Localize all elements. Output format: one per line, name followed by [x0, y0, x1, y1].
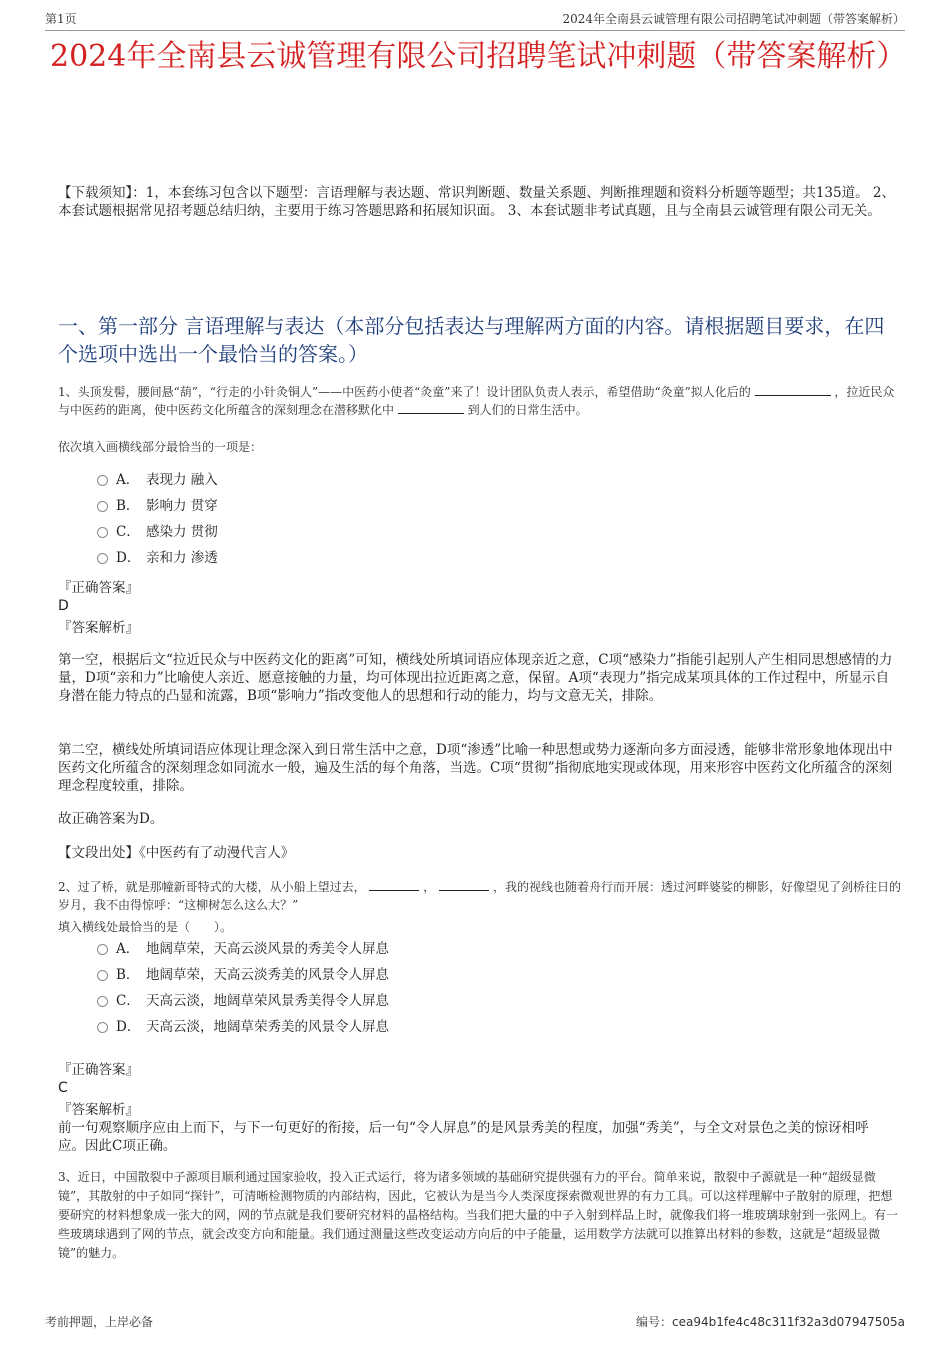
- option-a[interactable]: A． 表现力 融入: [97, 467, 218, 493]
- correct-answer-label: 『正确答案』: [58, 580, 139, 596]
- option-d[interactable]: D． 天高云淡，地阔草荣秀美的风景令人屏息: [97, 1014, 389, 1040]
- radio-icon[interactable]: [97, 996, 108, 1007]
- analysis-label: 『答案解析』: [58, 1102, 139, 1118]
- header-doc-title: 2024年全南县云诚管理有限公司招聘笔试冲刺题（带答案解析）: [562, 12, 905, 26]
- download-notice: 【下载须知】：1，本套练习包含以下题型：言语理解与表达题、常识判断题、数量关系题、判断推理题和资料分析题等题型；共135道。 2、本套试题根据常见招考题总结归纳，主要用于练习答题思路和拓展知识面。 3、本套试题非考试真题，且与全南县云诚管理有限公司无关。: [58, 185, 895, 219]
- answer-blank: [439, 878, 489, 891]
- section-heading: 一、第一部分 言语理解与表达（本部分包括表达与理解两方面的内容。请根据题目要求，在四个选项中选出一个最恰当的答案。）: [58, 314, 885, 366]
- radio-icon[interactable]: [97, 553, 108, 564]
- question-1-text-a: 1、头顶发髻，腰间悬“葫”，“行走的小针灸铜人”——中医药小使者“灸童”来了！设计团队负责人表示，希望借助“灸童”拟人化后的: [58, 385, 751, 399]
- passage-source: 【文段出处】《中医药有了动漫代言人》: [58, 845, 295, 861]
- option-b[interactable]: B． 地阔草荣，天高云淡秀美的风景令人屏息: [97, 962, 389, 988]
- answer-blank: [755, 383, 831, 396]
- footer-code: 编号：cea94b1fe4c48c311f32a3d07947505a: [635, 1315, 905, 1329]
- option-d[interactable]: D． 亲和力 渗透: [97, 545, 218, 571]
- question-1-options: [97, 467, 218, 571]
- radio-icon[interactable]: [97, 1022, 108, 1033]
- footer-slogan: 考前押题，上岸必备: [45, 1315, 154, 1329]
- question-2-prompt: 填入横线处最恰当的是（ ）。: [58, 920, 233, 934]
- answer-blank: [398, 401, 464, 414]
- radio-icon[interactable]: [97, 944, 108, 955]
- header-divider: [45, 30, 905, 31]
- radio-icon[interactable]: [97, 970, 108, 981]
- question-1-text-b: ，拉近民众与中医药的距离，使中医药文化所蕴含的深刻理念在潜移默化中: [58, 385, 895, 417]
- question-1-prompt: 依次填入画横线部分最恰当的一项是：: [58, 440, 263, 454]
- option-c[interactable]: C． 天高云淡，地阔草荣风景秀美得令人屏息: [97, 988, 389, 1014]
- analysis-paragraph-1: 第一空，根据后文“拉近民众与中医药文化的距离”可知，横线处所填词语应体现亲近之意，C项“感染力”指能引起别人产生相同思想感情的力量，D项“亲和力”比喻使人亲近、愿意接触的力量，均可体现出拉近距离之意，保留。A项“表现力”指完成某项具体的工作过程中，所显示自身潜在能力特点的凸显和流露，B项“影响力”指改变他人的思想和行动的能力，均与文意无关，排除。: [58, 652, 893, 704]
- option-c[interactable]: C． 感染力 贯彻: [97, 519, 218, 545]
- analysis-paragraph-2: 第二空，横线处所填词语应体现让理念深入到日常生活中之意，D项“渗透”比喻一种思想或势力逐渐向多方面浸透，能够非常形象地体现出中医药文化所蕴含的深刻理念如同流水一般，遍及生活的每个角落，当选。C项“贯彻”指彻底地实现或体现，用来形容中医药文化所蕴含的深刻理念程度较重，排除。: [58, 742, 893, 794]
- correct-answer: C: [58, 1080, 68, 1096]
- analysis-paragraph: 前一句观察顺序应由上而下，与下一句更好的衔接，后一句“令人屏息”的是风景秀美的程度，加强“秀美”，与全文对景色之美的惊讶相呼应。因此C项正确。: [58, 1120, 869, 1154]
- correct-answer: D: [58, 598, 69, 614]
- answer-blank: [369, 878, 419, 891]
- radio-icon[interactable]: [97, 527, 108, 538]
- analysis-conclusion: 故正确答案为D。: [58, 811, 164, 827]
- page-number: 第1页: [45, 12, 77, 26]
- radio-icon[interactable]: [97, 501, 108, 512]
- radio-icon[interactable]: [97, 475, 108, 486]
- option-a[interactable]: A． 地阔草荣，天高云淡风景的秀美令人屏息: [97, 936, 389, 962]
- question-1-stem: [58, 383, 903, 419]
- question-3-stem: 3、近日，中国散裂中子源项目顺利通过国家验收，投入正式运行，将为诸多领域的基础研究提供强有力的平台。简单来说，散裂中子源就是一种“超级显微镜”，其散射的中子如同“探针”，可清晰检测物质的内部结构，因此，它被认为是当今人类深度探索微观世界的有力工具。可以这样理解中子散射的原理，把想要研究的材料想象成一张大的网，网的节点就是我们要研究材料的晶格结构。当我们把大量的中子入射到样品上时，就像我们将一堆玻璃球射到一张网上。有一些玻璃球遇到了网的节点，就会改变方向和能量。我们通过测量这些改变运动方向后的中子能量，运用数学方法就可以推算出材料的参数，这就是“超级显微镜”的魅力。: [58, 1170, 899, 1260]
- analysis-label: 『答案解析』: [58, 620, 139, 636]
- document-title: 2024年全南县云诚管理有限公司招聘笔试冲刺题（带答案解析）: [50, 39, 907, 74]
- correct-answer-label: 『正确答案』: [58, 1062, 139, 1078]
- question-1-text-c: 到人们的日常生活中。: [467, 403, 588, 417]
- option-b[interactable]: B． 影响力 贯穿: [97, 493, 218, 519]
- question-2-options: [97, 936, 389, 1040]
- question-2-stem: 2、过了桥，就是那幢新哥特式的大楼，从小船上望过去， ， ，我的视线也随着舟行而开展：透过河畔婆娑的柳影，好像望见了剑桥往日的岁月，我不由得惊呼：“这柳树怎么这么大？”: [58, 880, 901, 912]
